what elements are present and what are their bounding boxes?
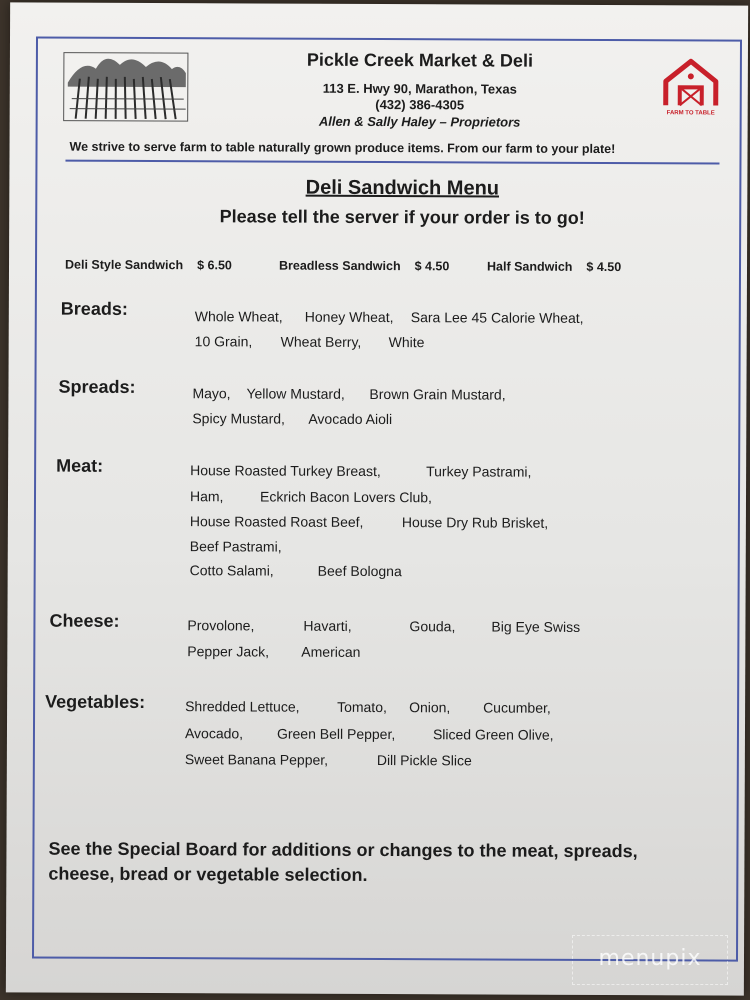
meat-item: Eckrich Bacon Lovers Club, [259, 488, 433, 506]
spread-item: Avocado Aioli [308, 410, 393, 428]
vegetable-item: Tomato, [337, 698, 387, 716]
business-header [230, 49, 610, 131]
meat-item: Ham, [189, 488, 224, 505]
spread-item: Yellow Mustard, [246, 385, 345, 402]
menu-title: Deli Sandwich Menu [305, 176, 500, 200]
vegetable-item: Cucumber, [483, 699, 551, 716]
meat-item: House Dry Rub Brisket, [401, 514, 549, 531]
vegetable-item: Sweet Banana Pepper, [184, 751, 329, 768]
breads-label: Breads: [60, 298, 128, 319]
cheese-item: Gouda, [409, 618, 456, 635]
menupix-watermark: menupix [572, 935, 728, 985]
business-name: Pickle Creek Market & Deli [306, 49, 534, 71]
spreads-label: Spreads: [58, 376, 136, 397]
spread-item: Spicy Mustard, [192, 410, 285, 427]
farm-to-table-label: FARM TO TABLE [666, 110, 715, 117]
meat-label: Meat: [56, 455, 104, 476]
menu-subtitle: Please tell the server if your order is to go! [219, 206, 585, 228]
vegetable-item: Shredded Lettuce, [185, 698, 300, 715]
vegetable-item: Green Bell Pepper, [276, 725, 396, 743]
vegetable-item: Sliced Green Olive, [432, 726, 554, 743]
bread-item: White [388, 334, 425, 351]
spread-item: Mayo, [192, 385, 231, 402]
price-amount: $ 4.50 [586, 259, 622, 275]
cheese-item: American [301, 643, 361, 660]
price-amount: $ 4.50 [414, 259, 450, 274]
bread-item: Sara Lee 45 Calorie Wheat, [410, 309, 584, 326]
meat-item: Beef Pastrami, [189, 538, 282, 555]
spread-item: Brown Grain Mustard, [369, 385, 506, 403]
price-half [487, 259, 621, 274]
price-breadless [279, 259, 449, 274]
vegetable-item: Dill Pickle Slice [376, 752, 472, 769]
bread-item: Honey Wheat, [304, 308, 394, 326]
vegetable-item: Avocado, [184, 725, 244, 742]
price-deli-style [65, 258, 232, 273]
meat-item: House Roasted Turkey Breast, [190, 462, 381, 480]
business-owners: Allen & Sally Haley – Proprietors [318, 113, 521, 130]
barn-logo [660, 55, 722, 117]
farm-field-logo [62, 39, 190, 124]
business-address: 113 E. Hwy 90, Marathon, Texas [322, 80, 517, 97]
cheese-item: Pepper Jack, [187, 643, 270, 660]
mission-statement: We strive to serve farm to table naturally grown produce items. From our farm to your plate! [69, 139, 616, 157]
cheese-item: Big Eye Swiss [491, 618, 581, 635]
meat-item: Cotto Salami, [189, 562, 274, 579]
vegetable-item: Onion, [409, 699, 451, 716]
price-name: Half Sandwich [486, 259, 573, 274]
price-amount: $ 6.50 [197, 258, 232, 273]
cheese-label: Cheese: [49, 610, 120, 631]
price-name: Breadless Sandwich [278, 258, 401, 274]
bread-item: 10 Grain, [194, 333, 253, 350]
meat-item: Beef Bologna [317, 562, 402, 580]
price-name: Deli Style Sandwich [64, 257, 184, 273]
business-phone: (432) 386-4305 [375, 96, 465, 113]
vegetables-label: Vegetables: [45, 691, 146, 712]
cheese-item: Provolone, [187, 617, 255, 634]
special-board-note: See the Special Board for additions or changes to the meat, spreads, cheese, bread or vegetable selection. [48, 838, 638, 885]
bread-item: Whole Wheat, [194, 308, 283, 325]
menu-paper [6, 2, 748, 995]
cheese-item: Havarti, [303, 617, 352, 634]
bread-item: Wheat Berry, [280, 333, 362, 350]
meat-item: Turkey Pastrami, [426, 463, 532, 480]
meat-item: House Roasted Roast Beef, [189, 513, 364, 530]
